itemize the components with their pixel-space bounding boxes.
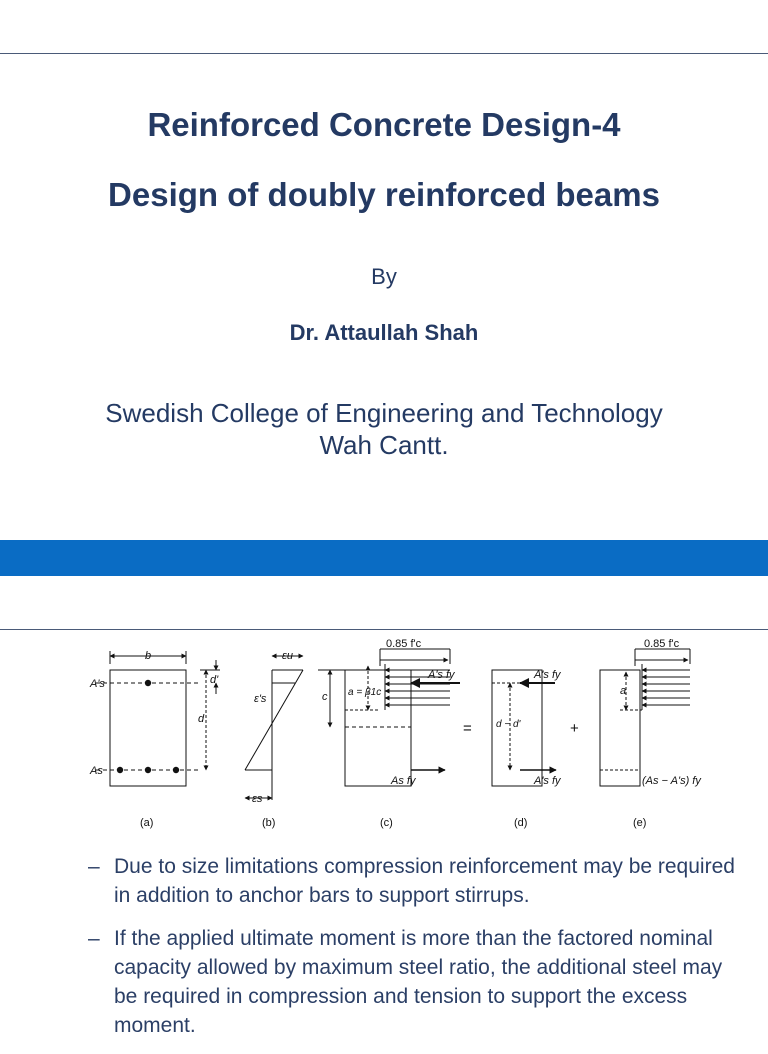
- label-As-minus-fy: (As − A's) fy: [642, 775, 701, 787]
- content-slide: [0, 576, 768, 1037]
- label-As-prime-fy-d-top: A's fy: [534, 669, 561, 681]
- bullet-text: Due to size limitations compression reinforcement may be required in addition to anchor bars to support stirrups.: [114, 855, 735, 907]
- caption-d: (d): [514, 817, 528, 829]
- label-plus: +: [570, 720, 579, 737]
- top-divider: [0, 53, 768, 54]
- author-name: Dr. Attaullah Shah: [289, 320, 479, 345]
- top-divider-2: [0, 629, 768, 630]
- label-eps-u: εu: [282, 650, 293, 662]
- slide-subtitle: Design of doubly reinforced beams: [108, 176, 660, 213]
- label-stress-e: 0.85 f'c: [644, 638, 680, 650]
- slide-title: Reinforced Concrete Design-4: [147, 106, 621, 143]
- institution-name: Swedish College of Engineering and Technology: [105, 398, 663, 428]
- label-b: b: [145, 650, 152, 662]
- label-stress-c: 0.85 f'c: [386, 638, 422, 650]
- label-As: As: [90, 765, 103, 777]
- label-eps-s: εs: [252, 793, 263, 805]
- institution-location: Wah Cantt.: [319, 430, 449, 460]
- label-d: d: [198, 713, 205, 725]
- bullet-text: If the applied ultimate moment is more than the factored nominal capacity allowed by maximum steel ratio, the additional steel may be required in compression and tension to support the excess moment.: [114, 927, 723, 1037]
- caption-e: (e): [633, 817, 647, 829]
- bullet-dash: –: [88, 855, 100, 878]
- doubly-reinforced-beam-figure: [0, 632, 768, 838]
- label-a-equation: a = β1c: [348, 687, 382, 698]
- caption-b: (b): [262, 817, 276, 829]
- label-d-prime: d': [210, 674, 219, 686]
- slide-separator-band: [0, 540, 768, 576]
- bullet-dash: –: [88, 927, 100, 950]
- label-As-prime: A's: [90, 678, 105, 690]
- label-d-minus-dprime: d − d': [496, 719, 521, 730]
- label-As-prime-fy-d-bot: A's fy: [534, 775, 561, 787]
- caption-a: (a): [140, 817, 154, 829]
- caption-c: (c): [380, 817, 393, 829]
- by-label: By: [371, 264, 397, 289]
- bullet-list: [88, 852, 738, 1054]
- label-a: a: [620, 685, 627, 697]
- bullet-item: [88, 852, 738, 910]
- label-As-prime-fy-c: A's fy: [428, 669, 455, 681]
- label-As-fy-c: As fy: [391, 775, 416, 787]
- label-c: c: [322, 691, 328, 703]
- bullet-item: [88, 924, 738, 1040]
- label-equals: =: [463, 720, 472, 737]
- label-eps-s-prime: ε's: [254, 693, 267, 705]
